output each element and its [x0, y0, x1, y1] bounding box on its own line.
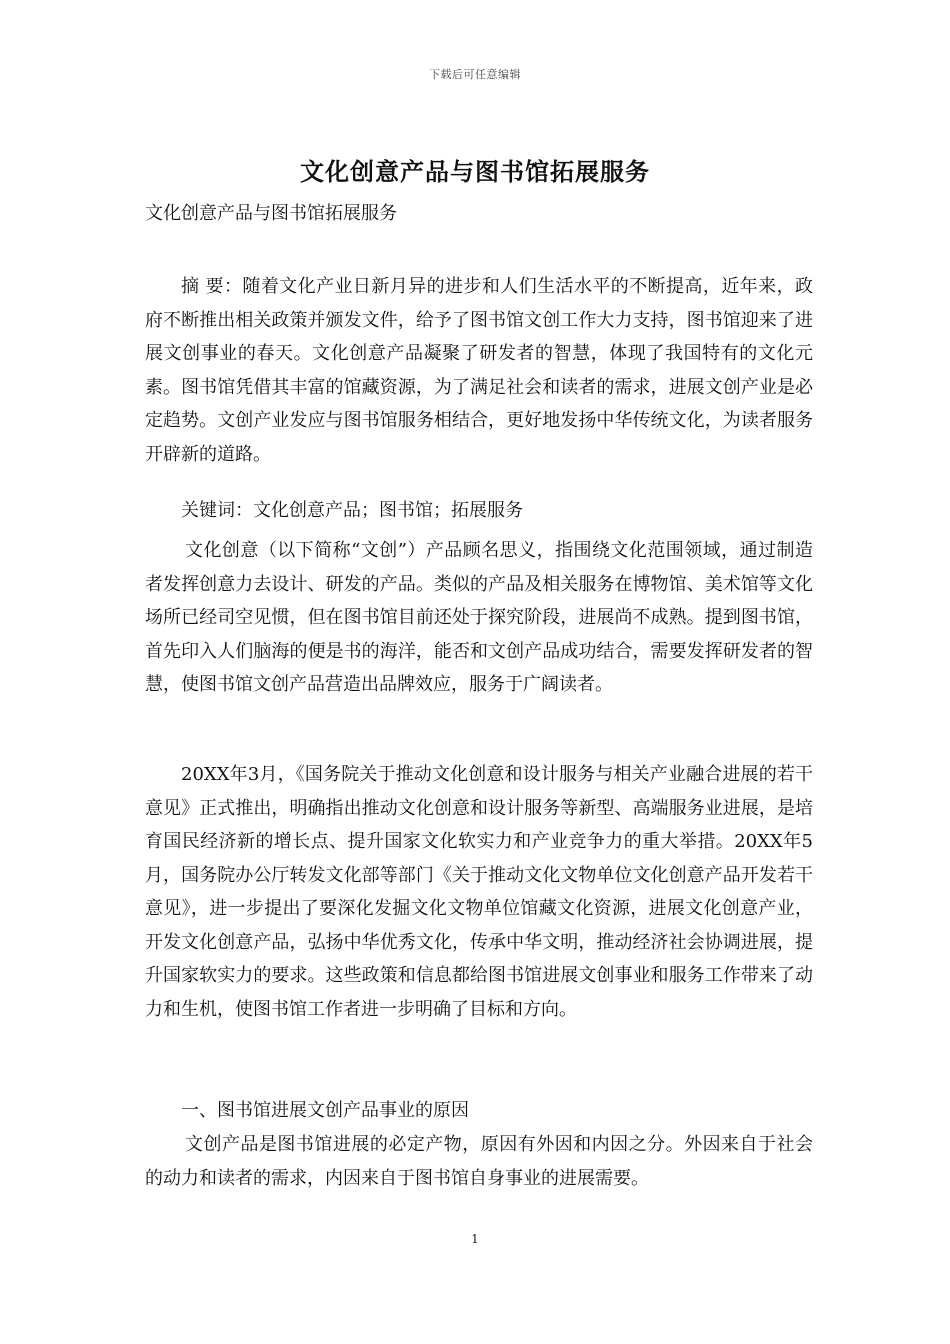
intro-paragraph: 文化创意（以下简称“文创”）产品顾名思义，指围绕文化范围领域，通过制造者发挥创意力去设计、研发的产品。类似的产品及相关服务在博物馆、美术馆等文化场所已经司空见惯，但在图书馆目前还处于探究阶段，进展尚不成熟。提到图书馆，首先印入人们脑海的便是书的海洋，能否和文创产品成功结合，需要发挥研发者的智慧，使图书馆文创产品营造出品牌效应，服务于广阔读者。 — [145, 540, 813, 695]
section-heading: 一、图书馆进展文创产品事业的原因 — [181, 1100, 469, 1121]
document-title: 文化创意产品与图书馆拓展服务 — [300, 157, 650, 186]
page-number: 1 — [471, 1232, 479, 1246]
document-subtitle: 文化创意产品与图书馆拓展服务 — [145, 203, 397, 224]
keywords-paragraph: 关键词：文化创意产品；图书馆；拓展服务 — [181, 500, 523, 521]
abstract-paragraph: 摘 要：随着文化产业日新月异的进步和人们生活水平的不断提高，近年来，政府不断推出相关政策并颁发文件，给予了图书馆文创工作大力支持，图书馆迎来了进展文创事业的春天。文化创意产品凝聚了研发者的智慧，体现了我国特有的文化元素。图书馆凭借其丰富的馆藏资源，为了满足社会和读者的需求，进展文创产业是必定趋势。文创产业发应与图书馆服务相结合，更好地发扬中华传统文化，为读者服务开辟新的道路。 — [145, 276, 813, 465]
policy-paragraph: 20XX年3月，《国务院关于推动文化创意和设计服务与相关产业融合进展的若干意见》正式推出，明确指出推动文化创意和设计服务等新型、高端服务业进展，是培育国民经济新的增长点、提升国家文化软实力和产业竞争力的重大举措。20XX年5月，国务院办公厅转发文化部等部门《关于推动文化文物单位文化创意产品开发若干意见》，进一步提出了要深化发掘文化文物单位馆藏文化资源，进展文化创意产业，开发文化创意产品，弘扬中华优秀文化，传承中华文明，推动经济社会协调进展，提升国家软实力的要求。这些政策和信息都给图书馆进展文创事业和服务工作带来了动力和生机，使图书馆工作者进一步明确了目标和方向。 — [145, 764, 813, 1020]
reason-paragraph: 文创产品是图书馆进展的必定产物，原因有外因和内因之分。外因来自于社会的动力和读者的需求，内因来自于图书馆自身事业的进展需要。 — [145, 1134, 813, 1189]
header-note: 下载后可任意编辑 — [429, 68, 521, 81]
